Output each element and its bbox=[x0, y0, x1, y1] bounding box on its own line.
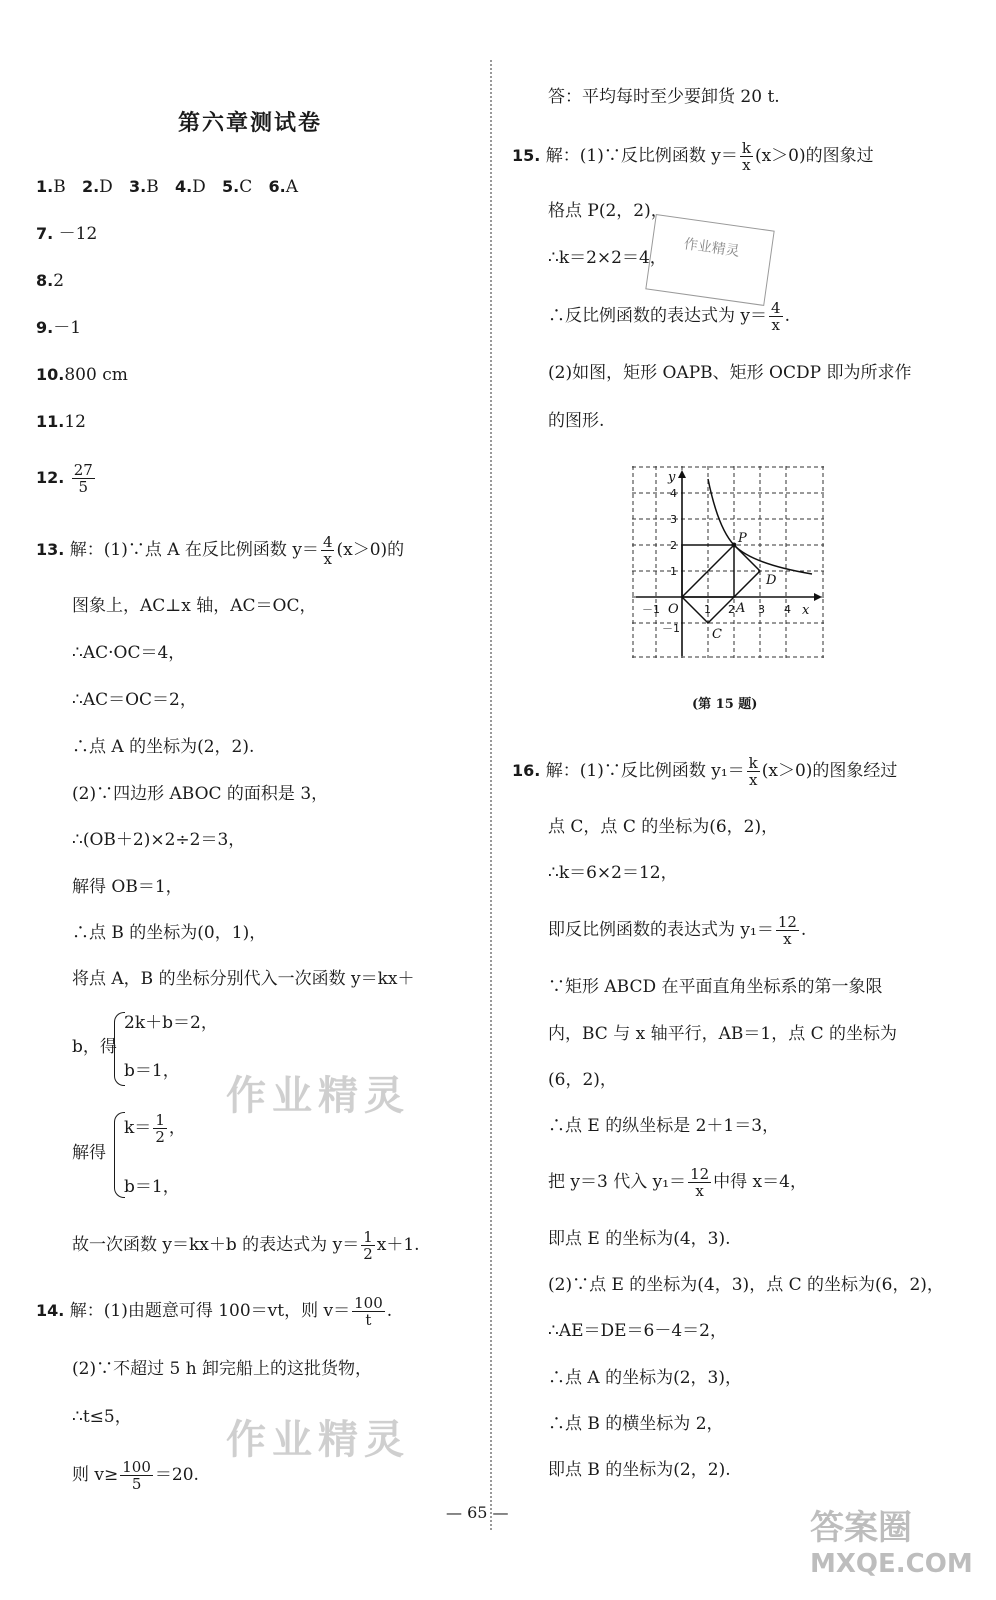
q16-l9-frac-den: x bbox=[688, 1182, 711, 1199]
q3-ans: B bbox=[146, 177, 159, 197]
x-tick-1: 1 bbox=[704, 603, 711, 616]
q16-line12: ∴AE＝DE＝6－4＝2， bbox=[548, 1321, 727, 1341]
x-tick-3: 3 bbox=[758, 603, 765, 616]
q15-l4-frac-num: 4 bbox=[771, 299, 781, 317]
q16-line11: (2)∵点 E 的坐标为(4，3)，点 C 的坐标为(6，2)， bbox=[548, 1275, 944, 1295]
q11 bbox=[36, 411, 86, 433]
q15-line2: 格点 P(2，2)， bbox=[548, 201, 668, 221]
q16-l4-frac-den: x bbox=[776, 930, 799, 947]
x-axis-arrow bbox=[814, 593, 822, 601]
q13-l13-frac-den: 2 bbox=[363, 1245, 373, 1263]
q15-l1b: (x＞0)的图象过 bbox=[754, 146, 874, 166]
q14-num: 14. bbox=[36, 1301, 65, 1320]
q13-line11-prefix: b，得 bbox=[72, 1037, 117, 1057]
q16-l9-frac-num: 12 bbox=[690, 1165, 710, 1183]
x-tick-neg1: －1 bbox=[642, 603, 660, 616]
q14-l4b: ＝20. bbox=[154, 1465, 199, 1485]
q15-l1-frac-num: k bbox=[741, 139, 751, 157]
system2-eq1-post: ， bbox=[168, 1118, 186, 1138]
system2-eq1-pre: k＝ bbox=[124, 1118, 152, 1138]
column-divider bbox=[490, 60, 492, 1530]
q13-num: 13. bbox=[36, 540, 65, 559]
system2-frac-num: 1 bbox=[155, 1111, 165, 1129]
y-tick-4: 4 bbox=[670, 487, 677, 500]
system1-eq2: b＝1， bbox=[124, 1061, 180, 1081]
q16-line2: 点 C，点 C 的坐标为(6，2)， bbox=[548, 817, 779, 837]
q13-l13-frac bbox=[361, 1229, 375, 1262]
x-tick-4: 4 bbox=[784, 603, 791, 616]
q16-l9a: 把 y＝3 代入 y₁＝ bbox=[548, 1172, 687, 1192]
q9 bbox=[36, 317, 81, 339]
stamp-text: 作业精灵 bbox=[682, 236, 741, 260]
q16-l4a: 即反比例函数的表达式为 y₁＝ bbox=[548, 920, 774, 940]
q13-line13 bbox=[72, 1225, 420, 1265]
system2-eq2: b＝1， bbox=[124, 1177, 180, 1197]
q14-l4a: 则 v≥ bbox=[72, 1465, 119, 1485]
q14-l4-frac-num: 100 bbox=[122, 1458, 151, 1476]
q12-frac-den: 5 bbox=[72, 478, 95, 495]
q13-line8: 解得 OB＝1， bbox=[72, 877, 183, 897]
q8 bbox=[36, 270, 64, 292]
grid bbox=[632, 466, 824, 658]
q12-fraction bbox=[72, 462, 95, 495]
q16-line7: (6，2)， bbox=[548, 1070, 617, 1090]
y-tick-1: 1 bbox=[670, 565, 677, 578]
q13-l13-frac-num: 1 bbox=[363, 1228, 373, 1246]
y-tick-3: 3 bbox=[670, 513, 677, 526]
q16-line15: 即点 B 的坐标为(2，2). bbox=[548, 1460, 731, 1480]
q16-l1-frac bbox=[747, 755, 760, 788]
q13-l1-frac bbox=[321, 534, 335, 567]
q14-line4 bbox=[72, 1455, 199, 1495]
q15-figure bbox=[632, 466, 824, 658]
q3-num: 3. bbox=[129, 177, 147, 196]
q12-frac-num: 27 bbox=[73, 461, 93, 479]
system2-frac-den: 2 bbox=[155, 1128, 165, 1146]
q15-l1-frac bbox=[740, 140, 753, 173]
q16-l1a: 解：(1)∵反比例函数 y₁＝ bbox=[545, 761, 745, 781]
q13-l1a: 解：(1)∵点 A 在反比例函数 y＝ bbox=[69, 540, 319, 560]
logo-top-text: 答案圈 bbox=[810, 1508, 912, 1548]
q6-ans: A bbox=[285, 177, 298, 197]
q16-l4-frac bbox=[776, 914, 799, 947]
q12 bbox=[36, 458, 97, 498]
q16-l9-frac bbox=[688, 1166, 711, 1199]
rectangle-ocdp bbox=[682, 545, 760, 623]
q14-l4-frac bbox=[120, 1459, 153, 1492]
q13-line12-prefix: 解得 bbox=[72, 1143, 106, 1163]
q5-ans: C bbox=[239, 177, 253, 197]
q13-l1-frac-den: x bbox=[321, 550, 335, 567]
q10 bbox=[36, 364, 128, 386]
q2-num: 2. bbox=[81, 177, 100, 196]
q13-l1b: (x＞0)的 bbox=[336, 540, 405, 560]
q10-num: 10. bbox=[36, 365, 65, 384]
q1-ans: B bbox=[53, 177, 66, 197]
watermark-1: 作业精灵 bbox=[226, 1072, 410, 1119]
q9-ans: －1 bbox=[53, 318, 82, 338]
q14-l1-frac-den: t bbox=[352, 1311, 385, 1328]
q13-line6: (2)∵四边形 ABOC 的面积是 3， bbox=[72, 784, 329, 804]
q14-line3: ∴t≤5， bbox=[72, 1407, 132, 1427]
point-d-label: D bbox=[766, 573, 777, 588]
q13-line3: ∴AC·OC＝4， bbox=[72, 643, 186, 663]
q16-line9 bbox=[548, 1162, 807, 1202]
q16-l9b: 中得 x＝4， bbox=[713, 1172, 807, 1192]
q13-line1 bbox=[36, 530, 404, 570]
q16-l4-frac-num: 12 bbox=[777, 913, 797, 931]
q2-ans: D bbox=[99, 177, 113, 197]
q10-ans: 800 cm bbox=[64, 365, 128, 385]
q16-line13: ∴点 A 的坐标为(2，3)， bbox=[548, 1368, 742, 1388]
q15-l4-frac-den: x bbox=[769, 316, 783, 333]
q14-line1 bbox=[36, 1291, 392, 1331]
page-number: — 65 — bbox=[446, 1503, 509, 1522]
q13-l13b: x＋1. bbox=[376, 1235, 420, 1255]
q15-line5: (2)如图，矩形 OAPB、矩形 OCDP 即为所求作 bbox=[548, 363, 912, 383]
q9-num: 9. bbox=[36, 318, 54, 337]
q5-num: 5. bbox=[222, 177, 240, 196]
q16-num: 16. bbox=[512, 761, 541, 780]
answers-1-6 bbox=[36, 176, 298, 198]
q13-line9: ∴点 B 的坐标为(0，1)， bbox=[72, 923, 267, 943]
q6-num: 6. bbox=[268, 177, 286, 196]
point-c-label: C bbox=[712, 627, 722, 642]
q14-l4-frac-den: 5 bbox=[120, 1475, 153, 1492]
q16-l4b: . bbox=[800, 920, 807, 940]
point-a-label: A bbox=[736, 601, 746, 616]
q14-l1a: 解：(1)由题意可得 100＝vt，则 v＝ bbox=[69, 1301, 351, 1321]
q13-line5: ∴点 A 的坐标为(2，2). bbox=[72, 737, 255, 757]
q16-line6: 内，BC 与 x 轴平行，AB＝1，点 C 的坐标为 bbox=[548, 1024, 898, 1044]
q15-l4-frac bbox=[769, 300, 783, 333]
point-p-dot bbox=[732, 543, 737, 548]
q15-line3: ∴k＝2×2＝4， bbox=[548, 248, 667, 268]
origin-label: O bbox=[668, 602, 679, 617]
stamp bbox=[645, 214, 774, 306]
q11-num: 11. bbox=[36, 412, 65, 431]
q13-line2: 图象上，AC⊥x 轴，AC＝OC， bbox=[72, 596, 317, 616]
q16-line1 bbox=[512, 751, 897, 791]
q16-line5: ∵矩形 ABCD 在平面直角坐标系的第一象限 bbox=[548, 977, 883, 997]
figure-caption: (第 15 题) bbox=[692, 697, 758, 712]
q15-line6: 的图形. bbox=[548, 411, 605, 431]
system2-eq1 bbox=[124, 1108, 186, 1148]
site-logo bbox=[810, 1500, 973, 1590]
q7 bbox=[36, 223, 97, 245]
q16-l1-frac-num: k bbox=[748, 754, 758, 772]
q1-num: 1. bbox=[36, 177, 54, 196]
q16-line10: 即点 E 的坐标为(4，3). bbox=[548, 1229, 731, 1249]
q16-line8: ∴点 E 的纵坐标是 2＋1＝3， bbox=[548, 1116, 780, 1136]
q14-l1b: . bbox=[386, 1301, 393, 1321]
q15-l4a: ∴反比例函数的表达式为 y＝ bbox=[548, 306, 768, 326]
q12-num: 12. bbox=[36, 468, 65, 487]
q13-l13a: 故一次函数 y＝kx＋b 的表达式为 y＝ bbox=[72, 1235, 360, 1255]
system2-frac bbox=[153, 1112, 167, 1145]
page-title: 第六章测试卷 bbox=[178, 110, 323, 136]
point-p-label: P bbox=[738, 531, 747, 546]
watermark-2: 作业精灵 bbox=[226, 1416, 410, 1463]
q8-num: 8. bbox=[36, 271, 54, 290]
q14-line2: (2)∵不超过 5 h 卸完船上的这批货物， bbox=[72, 1359, 373, 1379]
q13-l1-frac-num: 4 bbox=[322, 533, 333, 551]
y-axis-arrow bbox=[678, 470, 686, 478]
q4-ans: D bbox=[192, 177, 206, 197]
q4-num: 4. bbox=[174, 177, 193, 196]
q7-ans: －12 bbox=[58, 224, 98, 244]
q14-l1-frac bbox=[352, 1295, 385, 1328]
q15-l1-frac-den: x bbox=[740, 156, 753, 173]
q7-num: 7. bbox=[36, 224, 54, 243]
q14-answer-line: 答：平均每时至少要卸货 20 t. bbox=[548, 87, 780, 107]
y-tick-2: 2 bbox=[670, 539, 677, 552]
q8-ans: 2 bbox=[53, 271, 65, 291]
q14-l1-frac-num: 100 bbox=[354, 1294, 383, 1312]
q16-l1b: (x＞0)的图象经过 bbox=[761, 761, 898, 781]
y-axis-label: y bbox=[668, 470, 676, 485]
system1-eq1: 2k＋b＝2， bbox=[124, 1013, 218, 1033]
x-axis-label: x bbox=[802, 603, 810, 618]
q13-line7: ∴(OB＋2)×2÷2＝3， bbox=[72, 830, 246, 850]
q16-line14: ∴点 B 的横坐标为 2， bbox=[548, 1414, 724, 1434]
y-tick-neg1: －1 bbox=[662, 622, 680, 635]
q13-line10: 将点 A，B 的坐标分别代入一次函数 y＝kx＋ bbox=[72, 969, 415, 989]
q15-line1 bbox=[512, 136, 874, 176]
logo-bottom-text: MXQE.COM bbox=[810, 1549, 973, 1579]
q16-line4 bbox=[548, 910, 806, 950]
x-tick-2: 2 bbox=[728, 603, 735, 616]
q15-l4b: . bbox=[784, 306, 790, 326]
q16-line3: ∴k＝6×2＝12， bbox=[548, 863, 678, 883]
q15-num: 15. bbox=[512, 146, 541, 165]
q16-l1-frac-den: x bbox=[747, 771, 760, 788]
q13-line4: ∴AC＝OC＝2， bbox=[72, 690, 197, 710]
q15-l1a: 解：(1)∵反比例函数 y＝ bbox=[545, 146, 738, 166]
q11-ans: 12 bbox=[64, 412, 86, 432]
